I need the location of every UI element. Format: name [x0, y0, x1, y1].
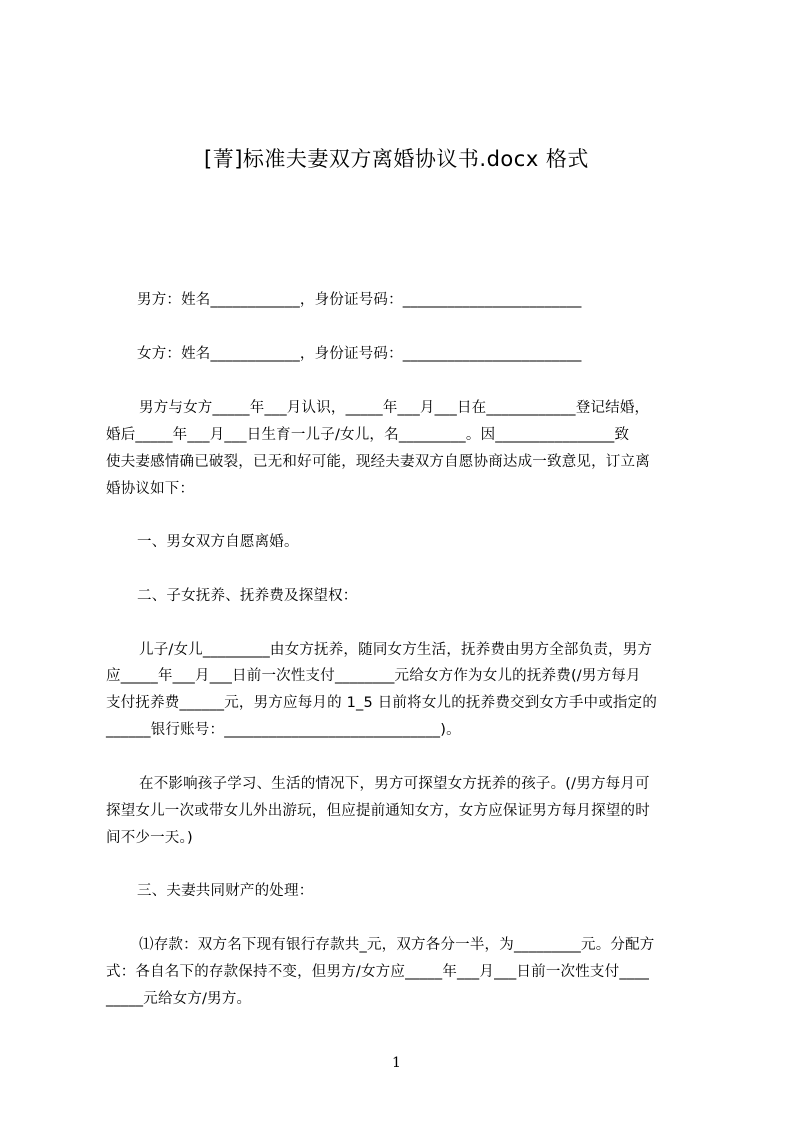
paragraph-line: 在不影响孩子学习、生活的情况下，男方可探望女方抚养的孩子。(/男方每月可 — [139, 776, 650, 792]
male-info-line: 男方：姓名____________，身份证号码：________________________ — [137, 292, 582, 308]
paragraph-line: _____元给女方/男方。 — [106, 991, 252, 1007]
paragraph-line: 男方与女方_____年___月认识，_____年___月___日在____________登记结婚， — [139, 400, 650, 416]
paragraph-line: 式：各自名下的存款保持不变，但男方/女方应_____年___月___日前一次性支付____ — [106, 964, 650, 980]
paragraph-line: 婚协议如下： — [106, 481, 195, 497]
paragraph-line: 探望女儿一次或带女儿外出游玩，但应提前通知女方，女方应保证男方每月探望的时 — [106, 803, 650, 819]
paragraph-line: ⑴存款：双方名下现有银行存款共_元，双方各分一半，为_________元。分配方 — [139, 937, 655, 953]
section-heading: 一、男女双方自愿离婚。 — [137, 534, 299, 550]
paragraph-line: 间不少一天。) — [106, 830, 193, 846]
page-number: 1 — [392, 1055, 401, 1071]
paragraph-line: 儿子/女儿_________由女方抚养，随同女方生活，抚养费由男方全部负责，男方 — [139, 642, 653, 658]
section-heading: 二、子女抚养、抚养费及探望权： — [137, 588, 358, 604]
female-info-line: 女方：姓名____________，身份证号码：________________________ — [137, 346, 582, 362]
paragraph-line: 支付抚养费______元，男方应每月的 1_5 日前将女儿的抚养费交到女方手中或指定的 — [106, 695, 658, 711]
paragraph-line: 应_____年___月___日前一次性支付________元给女方作为女儿的抚养费(/男方每月 — [106, 668, 641, 684]
paragraph-line: 婚后_____年___月___日生育一儿子/女儿，名_________。因________________致 — [106, 427, 630, 443]
section-heading: 三、夫妻共同财产的处理： — [137, 883, 314, 899]
paragraph-line: ______银行账号：_____________________________)。 — [106, 722, 461, 738]
document-title: [菁]标准夫妻双方离婚协议书.docx 格式 — [204, 147, 589, 171]
paragraph-line: 使夫妻感情确已破裂，已无和好可能，现经夫妻双方自愿协商达成一致意见，订立离 — [106, 454, 650, 470]
